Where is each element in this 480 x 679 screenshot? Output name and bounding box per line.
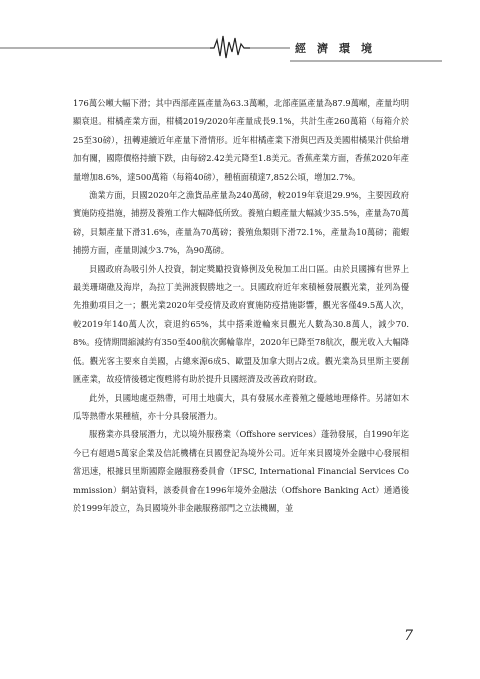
body-text (73, 94, 409, 517)
paragraph-fishery: 漁業方面，貝國2020年之漁貨品產量為240萬磅，較2019年衰退29.9%，主要因政府實施防疫措施，捕撈及養殖工作大幅降低所致。養殖白蝦產量大幅減少35.5%，產量為70萬磅，貝類產量下滑31.6%，產量為70萬磅；養殖魚類則下滑72.1%，產量為10萬磅；龍蝦捕撈方面，產量則減少3.7%，為90萬磅。 (73, 190, 409, 256)
section-title: 經濟環境 (295, 42, 383, 55)
paragraph-tourism: 貝國政府為吸引外人投資，制定獎勵投資條例及免稅加工出口區。由於貝國擁有世界上最美珊瑚礁及海岸，為拉丁美洲渡假勝地之一。貝國政府近年來積極發展觀光業，並列為優先推動項目之一；觀光業2020年受疫情及政府實施防疫措施影響，觀光客僅49.5萬人次，較2019年140萬人次，衰退約65%，其中搭乘遊輪來貝觀光人數為30.8萬人，減少70.8%。疫情期間縮減約有350至400航次郵輪靠岸，2020年已降至78航次，觀光收入大幅降低。觀光客主要來自美國，占總來源6成5、歐盟及加拿大則占2成。觀光業為貝里斯主要創匯產業，故疫情後穩定復甦將有助於提升貝國經濟及改善政府財政。 (73, 263, 409, 385)
paragraph-agriculture-continued: 176萬公噸大幅下滑；其中西部產區產量為63.3萬噸，北部產區產量為87.9萬噸，產量均明顯衰退。柑橘產業方面，柑橘2019/2020年產量成長9.1%，共計生產260萬箱（每箱介於25至30磅），扭轉連續近年產量下滑情形。近年柑橘產業下滑與巴西及美國柑橘果汁供給增加有關，國際價格持續下跌，由每磅2.42美元降至1.8美元。香蕉產業方面，香蕉2020年產量增加8.6%，達500萬箱（每箱40磅），種植面積達7,852公頃，增加2.7%。 (73, 98, 409, 182)
page-header (0, 28, 480, 64)
paragraph-geography: 此外，貝國地處亞熱帶，可用土地廣大，具有發展水產養殖之優越地理條件。另諸如木瓜等熱帶水果種植，亦十分具發展潛力。 (73, 392, 409, 421)
paragraph-services: 服務業亦具發展潛力，尤以境外服務業（Offshore services）蓬勃發展，自1990年迄今已有超過5萬家企業及信託機構在貝國登記為境外公司。近年來貝國境外金融中心發展相當迅速，根據貝里斯國際金融服務委員會（IFSC, International Financial Services Commission）網站資料，該委員會在1996年境外金融法（Offshore Banking Act）通過後於1999年設立，為貝國境外非金融服務部門之立法機關，並 (73, 429, 409, 513)
page-number: 7 (404, 628, 413, 644)
